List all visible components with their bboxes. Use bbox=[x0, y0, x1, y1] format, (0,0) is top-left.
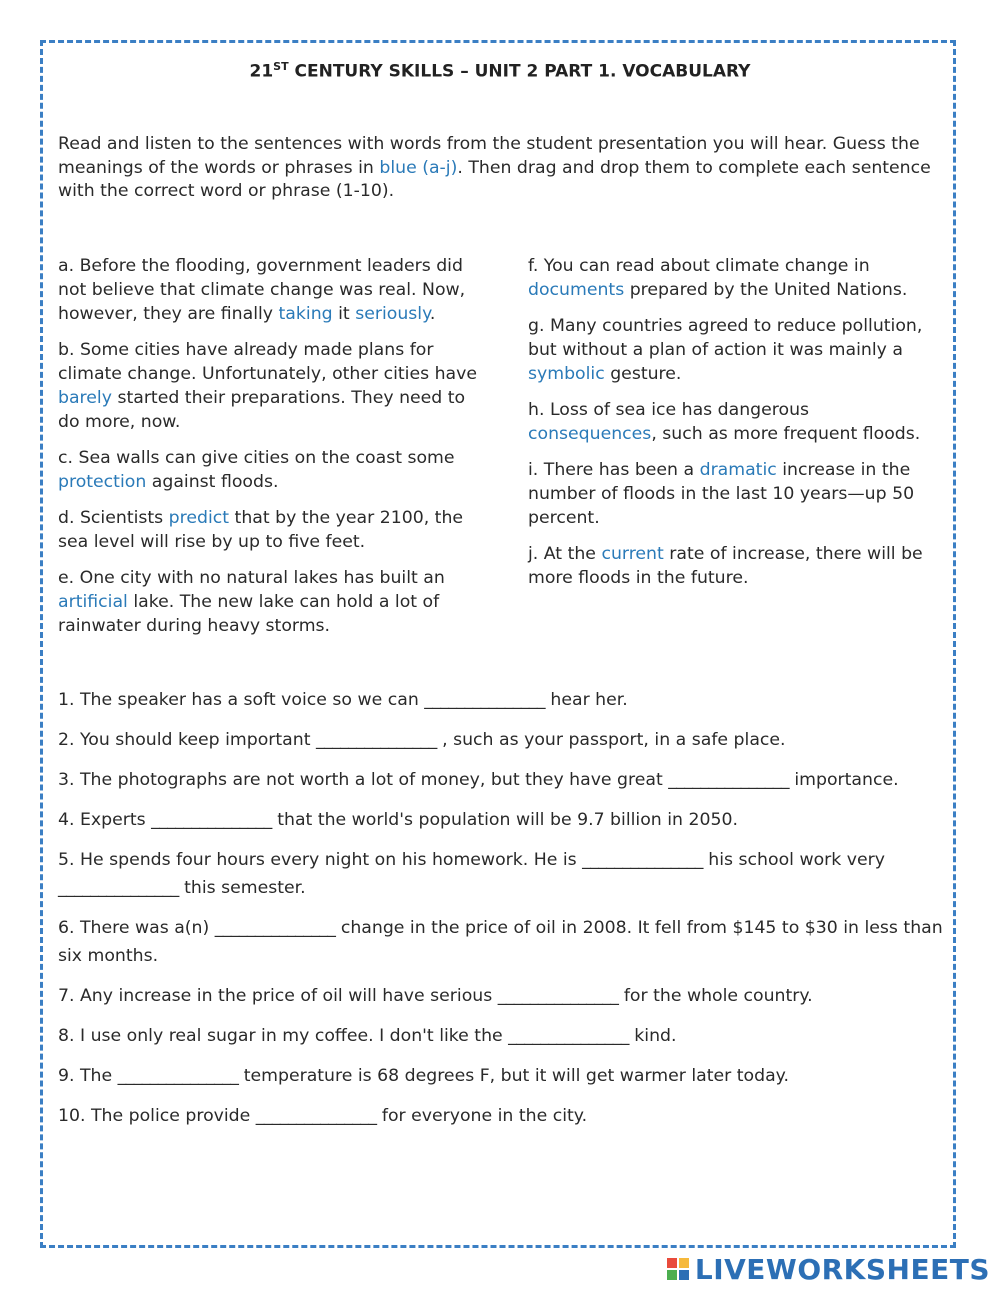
question-6: 6. There was a(n) _______________ change in the price of oil in 2008. It fell from $145 to $30 in less than six months. bbox=[58, 918, 943, 966]
vocab-word: predict bbox=[168, 508, 230, 528]
question-list bbox=[58, 686, 948, 1142]
vocab-sentence-g: g. Many countries agreed to reduce pollution, but without a plan of action it was mainly a symbolic gesture. bbox=[528, 316, 923, 384]
vocab-sentence-h: h. Loss of sea ice has dangerous consequences, such as more frequent floods. bbox=[528, 400, 921, 444]
vocab-word: documents bbox=[528, 280, 625, 300]
vocab-word: barely bbox=[58, 388, 112, 408]
answer-blank[interactable]: _______________ bbox=[58, 878, 179, 898]
vocab-sentence-f: f. You can read about climate change in documents prepared by the United Nations. bbox=[528, 256, 908, 300]
vocab-word: consequences bbox=[528, 424, 652, 444]
question-8: 8. I use only real sugar in my coffee. I don't like the _______________ kind. bbox=[58, 1026, 677, 1046]
question-7: 7. Any increase in the price of oil will have serious _______________ for the whole country. bbox=[58, 986, 813, 1006]
answer-blank[interactable]: _______________ bbox=[497, 986, 619, 1006]
vocab-sentence-j: j. At the current rate of increase, there will be more floods in the future. bbox=[528, 544, 923, 588]
question-10: 10. The police provide _______________ for everyone in the city. bbox=[58, 1106, 588, 1126]
vocab-sentence-b: b. Some cities have already made plans for climate change. Unfortunately, other cities have barely started their preparations. They need to do more, now. bbox=[58, 340, 478, 432]
vocab-word: dramatic bbox=[699, 460, 777, 480]
question-4: 4. Experts _______________ that the world's population will be 9.7 billion in 2050. bbox=[58, 810, 738, 830]
vocab-word: artificial bbox=[58, 592, 128, 612]
vocab-word: protection bbox=[58, 472, 147, 492]
instructions: Read and listen to the sentences with words from the student presentation you will hear. Guess the meanings of the words or phrases in blue (a-j). Then drag and drop them to complete each sentence with the correct word or phrase (1-10). bbox=[58, 134, 931, 201]
answer-blank[interactable]: _______________ bbox=[214, 918, 336, 938]
vocab-word: current bbox=[601, 544, 664, 564]
vocab-column-right bbox=[528, 254, 938, 602]
vocab-word: symbolic bbox=[528, 364, 605, 384]
answer-blank[interactable]: _______________ bbox=[582, 850, 703, 870]
brand-name: LIVEWORKSHEETS bbox=[694, 1252, 990, 1286]
vocab-sentence-i: i. There has been a dramatic increase in the number of floods in the last 10 years—up 50 percent. bbox=[528, 460, 915, 528]
question-9: 9. The _______________ temperature is 68 degrees F, but it will get warmer later today. bbox=[58, 1066, 789, 1086]
question-5: 5. He spends four hours every night on his homework. He is _______________ his school work very _______________ this semester. bbox=[58, 850, 885, 898]
vocab-sentence-c: c. Sea walls can give cities on the coast some protection against floods. bbox=[58, 448, 455, 492]
question-2: 2. You should keep important _______________ , such as your passport, in a safe place. bbox=[58, 730, 786, 750]
answer-blank[interactable]: _______________ bbox=[316, 730, 437, 750]
vocab-sentence-d: d. Scientists predict that by the year 2100, the sea level will rise by up to five feet. bbox=[58, 508, 464, 552]
page-title: 21ST CENTURY SKILLS – UNIT 2 PART 1. VOCABULARY bbox=[249, 60, 751, 82]
answer-blank[interactable]: _______________ bbox=[117, 1066, 239, 1086]
vocab-word: seriously bbox=[355, 304, 430, 324]
vocab-column-left bbox=[58, 254, 478, 650]
answer-blank[interactable]: _______________ bbox=[668, 770, 789, 790]
question-1: 1. The speaker has a soft voice so we can _______________ hear her. bbox=[58, 690, 628, 710]
answer-blank[interactable]: _______________ bbox=[508, 1026, 629, 1046]
answer-blank[interactable]: _______________ bbox=[424, 690, 545, 710]
liveworksheets-logo bbox=[667, 1252, 990, 1286]
answer-blank[interactable]: _______________ bbox=[151, 810, 272, 830]
vocab-word: taking bbox=[278, 304, 333, 324]
answer-blank[interactable]: _______________ bbox=[255, 1106, 377, 1126]
question-3: 3. The photographs are not worth a lot of money, but they have great _______________ importance. bbox=[58, 770, 899, 790]
logo-icon bbox=[667, 1258, 689, 1280]
vocab-sentence-e: e. One city with no natural lakes has built an artificial lake. The new lake can hold a lot of rainwater during heavy storms. bbox=[58, 568, 445, 636]
blue-highlight: blue (a-j) bbox=[379, 157, 458, 178]
vocab-sentence-a: a. Before the flooding, government leaders did not believe that climate change was real. Now, however, they are finally taking it seriously. bbox=[58, 256, 466, 324]
